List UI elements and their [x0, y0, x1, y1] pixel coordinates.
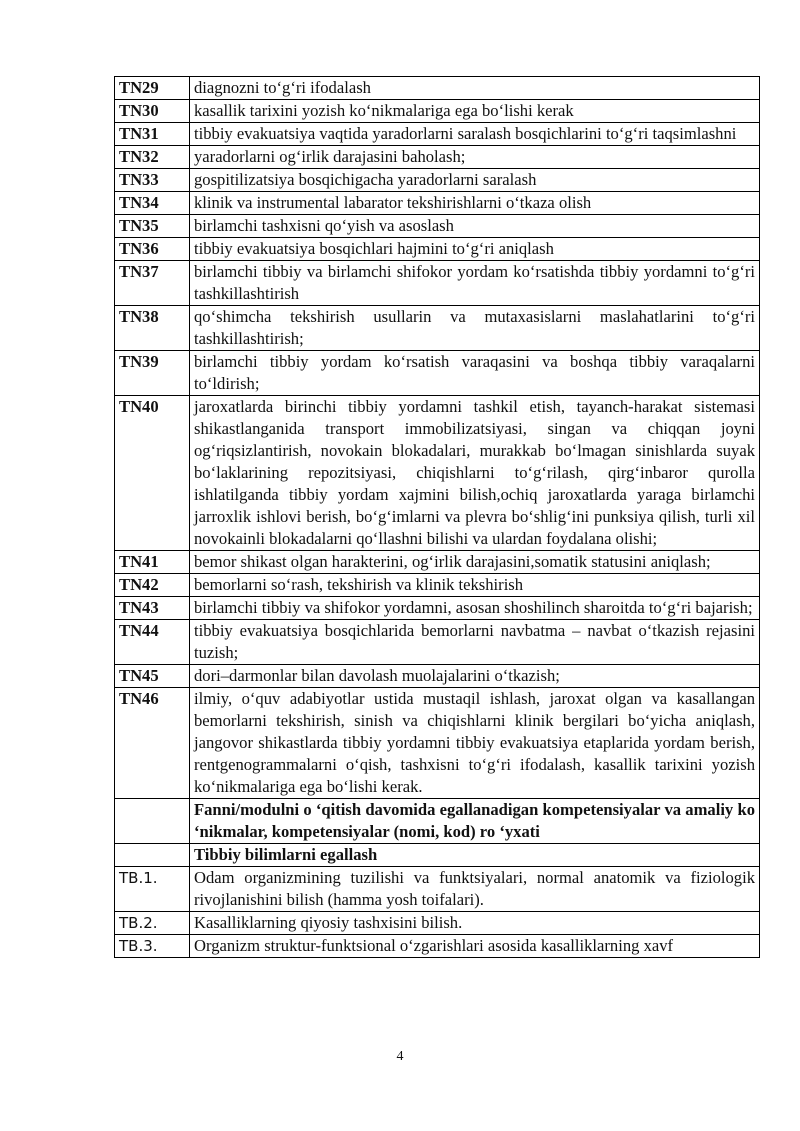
page-number: 4 [396, 1049, 404, 1064]
table-row [115, 77, 760, 100]
empty-cell [115, 844, 190, 867]
row-code: TN32 [115, 146, 190, 169]
row-text: yaradorlarni og‘irlik darajasini baholash; [190, 146, 760, 169]
row-text: qo‘shimcha tekshirish usullarin va mutaxasislarni maslahatlarini to‘g‘ri tashkillashtirish; [190, 306, 760, 351]
row-text: klinik va instrumental labarator tekshirishlarni o‘tkaza olish [190, 192, 760, 215]
row-text: tibbiy evakuatsiya vaqtida yaradorlarni saralash bosqichlarini to‘g‘ri taqsimlashni [190, 123, 760, 146]
row-text: birlamchi tibbiy yordam ko‘rsatish varaqasini va boshqa tibbiy varaqalarni to‘ldirish; [190, 351, 760, 396]
document-page [114, 76, 760, 958]
row-text: bemor shikast olgan harakterini, og‘irlik darajasini,somatik statusini aniqlash; [190, 551, 760, 574]
row-text: tibbiy evakuatsiya bosqichlarida bemorlarni navbatma – navbat o‘tkazish rejasini tuzish; [190, 620, 760, 665]
subheading: Tibbiy bilimlarni egallash [190, 844, 760, 867]
table-row [115, 215, 760, 238]
row-text: diagnozni to‘g‘ri ifodalash [190, 77, 760, 100]
row-code: TN31 [115, 123, 190, 146]
row-code: TN34 [115, 192, 190, 215]
table-row [115, 688, 760, 799]
table-row [115, 396, 760, 551]
table-row [115, 100, 760, 123]
table-row [115, 192, 760, 215]
table-row [115, 935, 760, 958]
row-code: TN43 [115, 597, 190, 620]
competency-table [114, 76, 760, 958]
row-code: TB.3. [115, 935, 190, 958]
subheading-row [115, 844, 760, 867]
table-row [115, 146, 760, 169]
row-code: TN44 [115, 620, 190, 665]
row-code: TN33 [115, 169, 190, 192]
row-code: TN42 [115, 574, 190, 597]
row-code: TN38 [115, 306, 190, 351]
table-row [115, 551, 760, 574]
table-row [115, 123, 760, 146]
row-code: TN35 [115, 215, 190, 238]
row-code: TN40 [115, 396, 190, 551]
row-text: birlamchi tashxisni qo‘yish va asoslash [190, 215, 760, 238]
table-row [115, 620, 760, 665]
row-text: birlamchi tibbiy va shifokor yordamni, asosan shoshilinch sharoitda to‘g‘ri bajarish; [190, 597, 760, 620]
table-row [115, 238, 760, 261]
table-row [115, 597, 760, 620]
section-heading-row [115, 799, 760, 844]
empty-cell [115, 799, 190, 844]
section-heading: Fanni/modulni o ‘qitish davomida egallanadigan kompetensiyalar va amaliy ko ‘nikmalar, kompetensiyalar (nomi, kod) ro ‘yxati [190, 799, 760, 844]
row-code: TN45 [115, 665, 190, 688]
table-row [115, 261, 760, 306]
row-text: bemorlarni so‘rash, tekshirish va klinik tekshirish [190, 574, 760, 597]
row-code: TN37 [115, 261, 190, 306]
table-row [115, 912, 760, 935]
row-text: dori–darmonlar bilan davolash muolajalarini o‘tkazish; [190, 665, 760, 688]
table-row [115, 169, 760, 192]
row-code: TN39 [115, 351, 190, 396]
table-row [115, 351, 760, 396]
row-code: TB.1. [115, 867, 190, 912]
row-text: Kasalliklarning qiyosiy tashxisini bilish. [190, 912, 760, 935]
row-code: TN41 [115, 551, 190, 574]
row-code: TN46 [115, 688, 190, 799]
row-text: gospitilizatsiya bosqichigacha yaradorlarni saralash [190, 169, 760, 192]
table-row [115, 867, 760, 912]
row-code: TB.2. [115, 912, 190, 935]
row-text: Organizm struktur-funktsional o‘zgarishlari asosida kasalliklarning xavf [190, 935, 760, 958]
row-text: tibbiy evakuatsiya bosqichlari hajmini to‘g‘ri aniqlash [190, 238, 760, 261]
table-row [115, 665, 760, 688]
row-text: jaroxatlarda birinchi tibbiy yordamni tashkil etish, tayanch-harakat sistemasi shikastlanganida transport immobilizatsiyasi, singan va chiqqan joyni og‘riqsizlantirish, novokain blokadalari, murakkab bo‘lmagan sinishlarda suyak bo‘laklarining repozitsiyasi, chiqishlarni to‘g‘rilash, qirg‘inbaror qurolla ishlatilganda tibbiy yordam xajmini bilish,ochiq jaroxatlarda yaraga birlamchi jarroxlik ishlovi berish, bo‘g‘imlarni va plevra bo‘shlig‘ini punksiya qilish, turli xil novokainli blokadalarni qo‘llashni bilishi va ulardan foydalana olishi; [190, 396, 760, 551]
row-text: birlamchi tibbiy va birlamchi shifokor yordam ko‘rsatishda tibbiy yordamni to‘g‘ri tashkillashtirish [190, 261, 760, 306]
row-text: Odam organizmining tuzilishi va funktsiyalari, normal anatomik va fiziologik rivojlanishini bilish (hamma yosh toifalari). [190, 867, 760, 912]
table-row [115, 574, 760, 597]
row-code: TN36 [115, 238, 190, 261]
table-row [115, 306, 760, 351]
row-code: TN29 [115, 77, 190, 100]
row-text: ilmiy, o‘quv adabiyotlar ustida mustaqil ishlash, jaroxat olgan va kasallangan bemorlarni tekshirish, sinish va chiqishlarni klinik bergilari bo‘yicha aniqlash, jangovor shikastlarda tibbiy yordamni tibbiy evakuatsiya etaplarida yordam berish, rentgenogrammalarni o‘qish, tashxisni to‘g‘ri ifodalash, kasallik tarixini yozish ko‘nikmalariga ega bo‘lishi kerak. [190, 688, 760, 799]
row-text: kasallik tarixini yozish ko‘nikmalariga ega bo‘lishi kerak [190, 100, 760, 123]
row-code: TN30 [115, 100, 190, 123]
